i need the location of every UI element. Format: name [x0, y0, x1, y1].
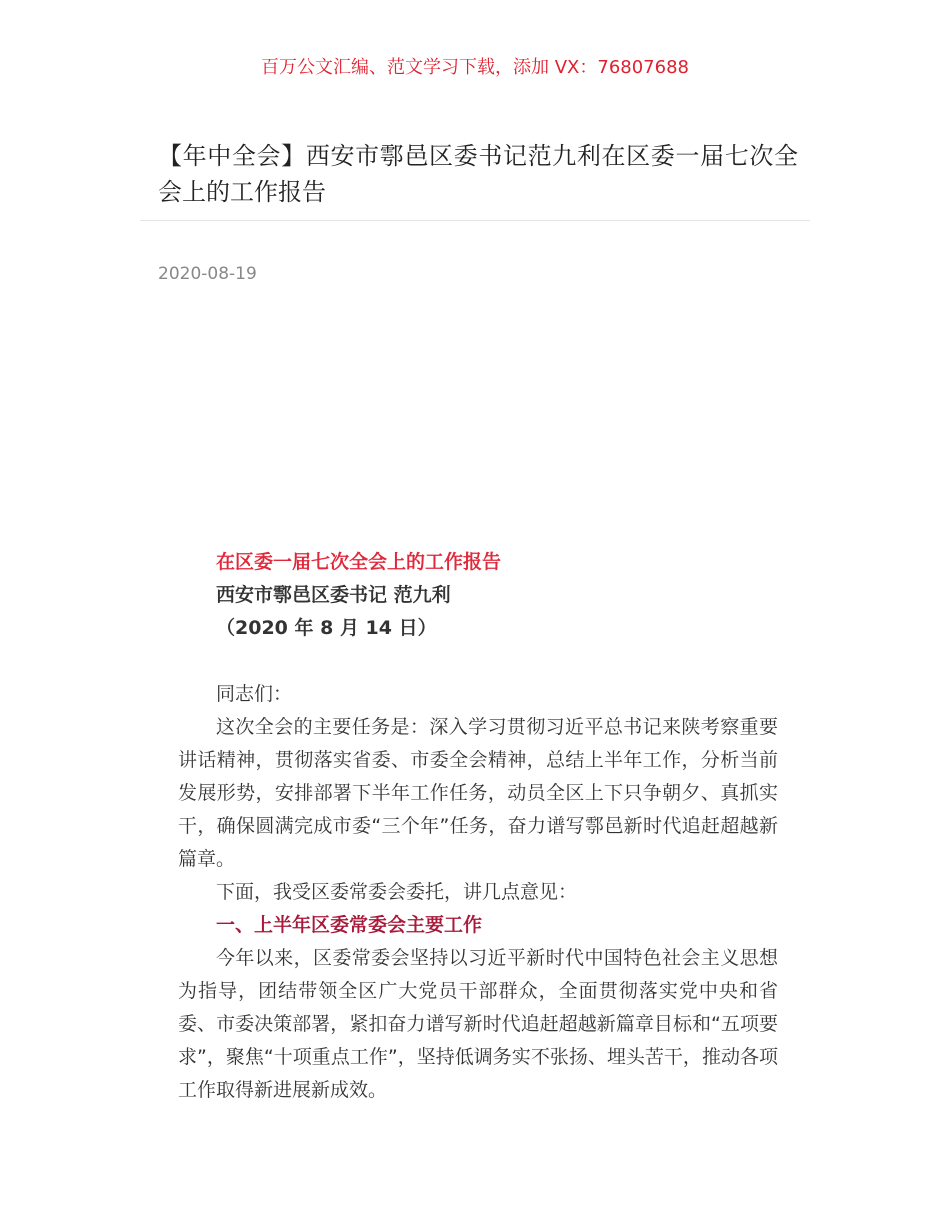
paragraph: 下面，我受区委常委会委托，讲几点意见： — [216, 881, 578, 903]
spacer — [178, 645, 778, 678]
salutation: 同志们： — [216, 683, 293, 705]
paragraph: 这次全会的主要任务是：深入学习贯彻习近平总书记来陕考察重要讲话精神，贯彻落实省委、市委全会精神，总结上半年工作，分析当前发展形势，安排部署下半年工作任务，动员全区上下只争朝夕、真抓实干，确保圆满完成市委“三个年”任务，奋力谱写鄠邑新时代追赶超越新篇章。 — [178, 716, 778, 870]
title-divider — [140, 220, 810, 221]
report-date: （2020 年 8 月 14 日） — [216, 617, 437, 639]
paragraph: 今年以来，区委常委会坚持以习近平新时代中国特色社会主义思想为指导，团结带领全区广大党员干部群众，全面贯彻落实党中央和省委、市委决策部署，紧扣奋力谱写新时代追赶超越新篇章目标和“五项要求”，聚焦“十项重点工作”，坚持低调务实不张扬、埋头苦干，推动各项工作取得新进展新成效。 — [178, 947, 778, 1101]
publish-date: 2020-08-19 — [158, 264, 257, 284]
report-title: 在区委一届七次全会上的工作报告 — [216, 551, 502, 573]
article-body — [178, 546, 778, 1107]
article-title: 【年中全会】西安市鄠邑区委书记范九利在区委一届七次全会上的工作报告 — [158, 142, 798, 206]
section-heading: 一、上半年区委常委会主要工作 — [216, 914, 483, 936]
download-banner: 百万公文汇编、范文学习下载，添加 VX：76807688 — [261, 57, 689, 78]
report-author: 西安市鄠邑区委书记 范九利 — [216, 584, 451, 606]
